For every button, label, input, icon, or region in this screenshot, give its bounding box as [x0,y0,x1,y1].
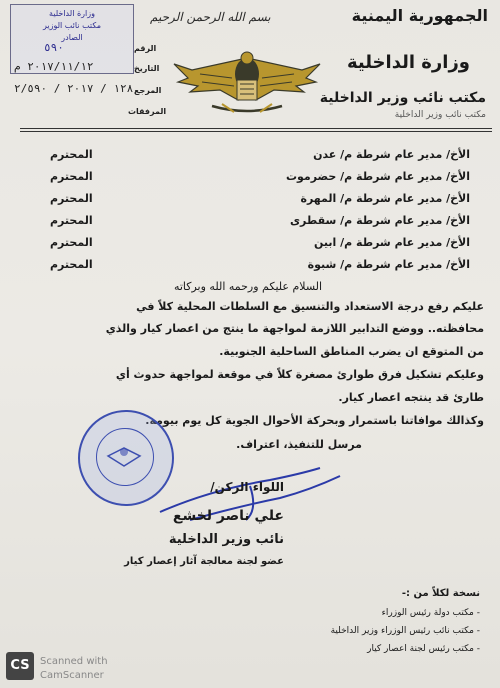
closing-text: مرسل للتنفيذ، اعتراف. [236,438,362,451]
addressee-row [50,258,470,276]
body-line: عليكم رفع درجة الاستعداد والتنسيق مع السلطات المحلية كلاً في [136,300,484,313]
addressee-text: الأخ/ مدير عام شرطة م/ ابين [314,236,470,249]
date-label: التاريخ [134,64,160,73]
addressee-text: الأخ/ مدير عام شرطة م/ حضرموت [285,170,470,183]
addressee-respect: المحترم [50,214,93,227]
basmala: بسم الله الرحمن الرحيم [150,10,271,24]
addressee-row [50,236,470,254]
addressee-row [50,192,470,210]
stamp-line-3: الصادر [61,33,83,42]
scanner-watermark [40,655,108,683]
signatory-name: علي ناصر لخشع [172,508,284,524]
stamp-line-2: مكتب نائب الوزير [42,21,102,30]
eagle-emblem-icon [172,48,322,118]
addressee-text: الأخ/ مدير عام شرطة م/ سقطرى [289,214,470,227]
republic-title: الجمهورية اليمنية [351,6,488,25]
addressee-text: الأخ/ مدير عام شرطة م/ المهرة [300,192,470,205]
body-line: من المتوقع ان يضرب المناطق الساحلية الجنوبية. [219,345,484,358]
office-title: مكتب نائب وزير الداخلية [319,90,486,106]
signatory-committee: عضو لجنة معالجة آثار إعصار كيار [124,556,284,567]
copies-heading: نسخة لكلاً من :- [401,588,480,599]
addressee-respect: المحترم [50,236,93,249]
addressee-text: الأخ/ مدير عام شرطة م/ عدن [313,148,470,161]
addressee-respect: المحترم [50,192,93,205]
addressee-text: الأخ/ مدير عام شرطة م/ شبوة [307,258,470,271]
stamp-line-1: وزارة الداخلية [49,9,95,18]
addressee-respect: المحترم [50,258,93,271]
header-divider [20,128,492,129]
camscanner-logo-icon: CS [6,652,34,680]
body-line: محافظته.. ووضع التدابير اللازمة لمواجهة ما ينتج من اعصار كيار والذي [105,322,484,335]
copies-item: - مكتب رئيس لجنة اعصار كيار [367,644,480,654]
number-value: ٥٩٠ [44,41,64,54]
header-divider-thin [20,131,492,132]
body-line: وكذالك موافاتنا باستمرار وبحركة الأحوال الجوية كل يوم بيومه. [145,414,484,427]
addressee-row [50,148,470,166]
addressee-row [50,170,470,188]
addressee-row [50,214,470,232]
body-line: وعليكم تشكيل فرق طوارئ مصغرة كلاً في موقعة لمواجهة حدوث أي [115,368,484,381]
greeting: السلام عليكم ورحمه الله وبركاته [173,280,323,293]
reference-label: المرجع [134,86,162,95]
number-label: الرقم [134,44,157,53]
addressee-respect: المحترم [50,148,93,161]
copies-item: - مكتب نائب رئيس الوزراء وزير الداخلية [330,626,480,636]
office-title-faint: مكتب نائب وزير الداخلية [394,110,486,120]
reference-value: ١٢٨ / ٢٠١٧ / ٢/٥٩٠ [14,82,134,95]
watermark-line-2: CamScanner [40,670,104,681]
signatory-title: نائب وزير الداخلية [168,532,284,547]
watermark-line-1: Scanned with [40,656,108,667]
body-line: طارئ قد ينتجه اعصار كيار. [338,391,484,404]
ministry-title: وزارة الداخلية [346,52,470,73]
addressee-respect: المحترم [50,170,93,183]
copies-item: - مكتب دولة رئيس الوزراء [381,608,480,618]
date-value: ٢٠١٧/١١/١٢ م [14,60,94,73]
signature-rank: اللواء الركن/ [210,480,284,494]
attachments-label: المرفقات [128,107,167,116]
